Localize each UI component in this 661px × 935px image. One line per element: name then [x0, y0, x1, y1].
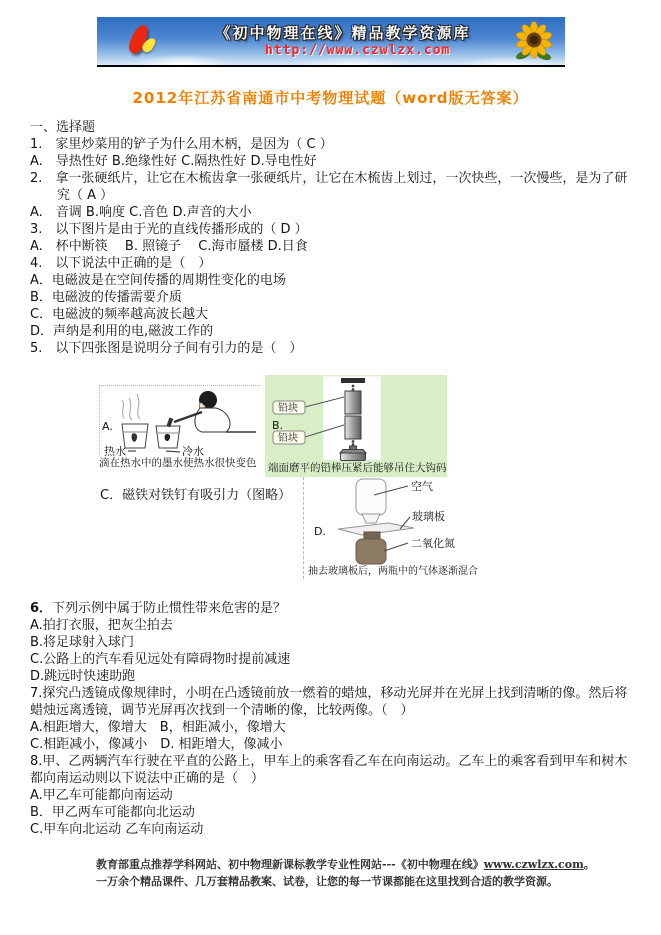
section-heading: 一、选择题: [30, 120, 96, 135]
figure-d-panel: [303, 477, 478, 579]
banner-site-title: 《初中物理在线》精品教学资源库: [215, 24, 471, 42]
lead-blocks-illustration: [265, 375, 447, 461]
question-5-stem: 5. 以下四张图是说明分子间有引力的是（ ）: [30, 341, 303, 356]
question-7-stem: 7.探究凸透镜成像规律时，小明在凸透镜前放一燃着的蜡烛，移动光屏并在光屏上找到清晰的像。然后将蜡烛远离透镜，调节光屏再次找到一个清晰的像，比较两像。（ ）: [30, 686, 628, 718]
question-8-stem: 8.甲、乙两辆汽车行驶在平直的公路上，甲车上的乘客看乙车在向南运动。乙车上的乘客看到甲车和树木都向南运动则以下说法中正确的是（ ）: [30, 754, 628, 786]
question-6-stem: [30, 600, 638, 617]
figure-b-caption: 端面磨平的铅棒压紧后能够吊住大钩码: [268, 462, 447, 474]
ink-in-hot-water-illustration: [102, 388, 258, 456]
question-2-options: A. 音调 B.响度 C.音色 D.声音的大小: [30, 205, 252, 220]
figure-a-letter: A.: [102, 420, 113, 433]
air-label: 空气: [411, 480, 433, 493]
nitrogen-dioxide-label: 二氧化氮: [411, 537, 455, 550]
cold-water-label: 冷水: [182, 445, 204, 456]
question-4-option-a: A．电磁波是在空间传播的周期性变化的电场: [30, 273, 286, 288]
lead-block-label-2: 铅块: [278, 433, 298, 444]
question-4-option-c: C．电磁波的频率越高波长越大: [30, 307, 209, 322]
questions-1-to-5: [30, 136, 636, 357]
question-6-number: 6．: [30, 601, 53, 616]
glass-plate-label: 玻璃板: [412, 510, 445, 523]
site-logo-icon: [127, 22, 161, 60]
question-2-stem: 2. 拿一张硬纸片，让它在木梳齿拿一张硬纸片，让它在木梳齿上划过，一次快些，一次慢些，是为了研究（ A ）: [30, 171, 628, 203]
questions-6-to-8: [30, 600, 638, 838]
figure-d-letter: D.: [314, 525, 326, 538]
figure-a-caption: 滴在热水中的墨水使热水很快变色: [99, 457, 257, 469]
question-3-options: A. 杯中断筷 B. 照镜子 C.海市蜃楼 D.日食: [30, 239, 308, 254]
footer-text-post: 。 一万余个精品课件、几万套精品教案、试卷，让您的每一节课都能在这里找到合适的教学资源。: [96, 858, 595, 888]
footer-site-link[interactable]: www.czwlzx.com: [483, 858, 584, 871]
question-6-option-d: D.跳远时快速助跑: [30, 669, 136, 684]
question-6-option-a: A.拍打衣服，把灰尘拍去: [30, 618, 173, 633]
page-footer: [96, 856, 598, 890]
figure-d-drawing: [308, 477, 469, 565]
sunflower-icon: [511, 21, 557, 63]
question-6-option-c: C.公路上的汽车看见远处有障碍物时提前减速: [30, 652, 291, 667]
question-4-option-d: D．声纳是利用的电,磁波工作的: [30, 324, 214, 339]
figure-b-panel: [265, 375, 447, 477]
question-8-option-c: C.甲车向北运动 乙车向南运动: [30, 822, 204, 837]
question-7-options-cd: C.相距减小，像减小 D. 相距增大，像减小: [30, 737, 283, 752]
page-title: 2012年江苏省南通市中考物理试题（word版无答案）: [132, 89, 529, 107]
footer-text-pre: 教育部重点推荐学科网站、初中物理新课标教学专业性网站---《初中物理在线》: [96, 858, 484, 871]
figure-a-drawing: [99, 385, 260, 455]
figure-a-panel: [99, 385, 260, 470]
question-8-option-b: B．甲乙两车可能都向北运动: [30, 805, 195, 820]
site-banner: [97, 17, 565, 67]
question-4-stem: 4. 以下说法中正确的是（ ）: [30, 256, 212, 271]
lead-block-label-1: 铅块: [278, 403, 298, 414]
question-5-figures: [99, 375, 449, 477]
question-7-options-ab: A.相距增大，像增大 B，相距减小，像增大: [30, 720, 286, 735]
question-8-option-a: A.甲乙车可能都向南运动: [30, 788, 173, 803]
banner-sky-background: [97, 17, 565, 65]
question-4-option-b: B．电磁波的传播需要介质: [30, 290, 182, 305]
question-6-option-b: B.将足球射入球门: [30, 635, 135, 650]
question-5-option-c: C．磁铁对铁钉有吸引力（图略）: [100, 488, 292, 503]
question-1-stem: 1. 家里炒菜用的铲子为什么用木柄，是因为（ C ）: [30, 137, 333, 152]
figure-b-letter: B.: [272, 419, 284, 432]
gas-diffusion-illustration: [308, 477, 468, 565]
question-3-stem: 3. 以下图片是由于光的直线传播形成的（ D ）: [30, 222, 308, 237]
question-6-text: 下列示例中属于防止惯性带来危害的是？: [52, 601, 287, 616]
question-1-options: A. 导热性好 B.绝缘性好 C.隔热性好 D.导电性好: [30, 154, 317, 169]
banner-site-url[interactable]: http://www.czwlzx.com: [265, 43, 451, 58]
hot-water-label: 热水: [104, 445, 126, 456]
figure-d-caption: 抽去玻璃板后，两瓶中的气体逐渐混合: [308, 566, 478, 577]
